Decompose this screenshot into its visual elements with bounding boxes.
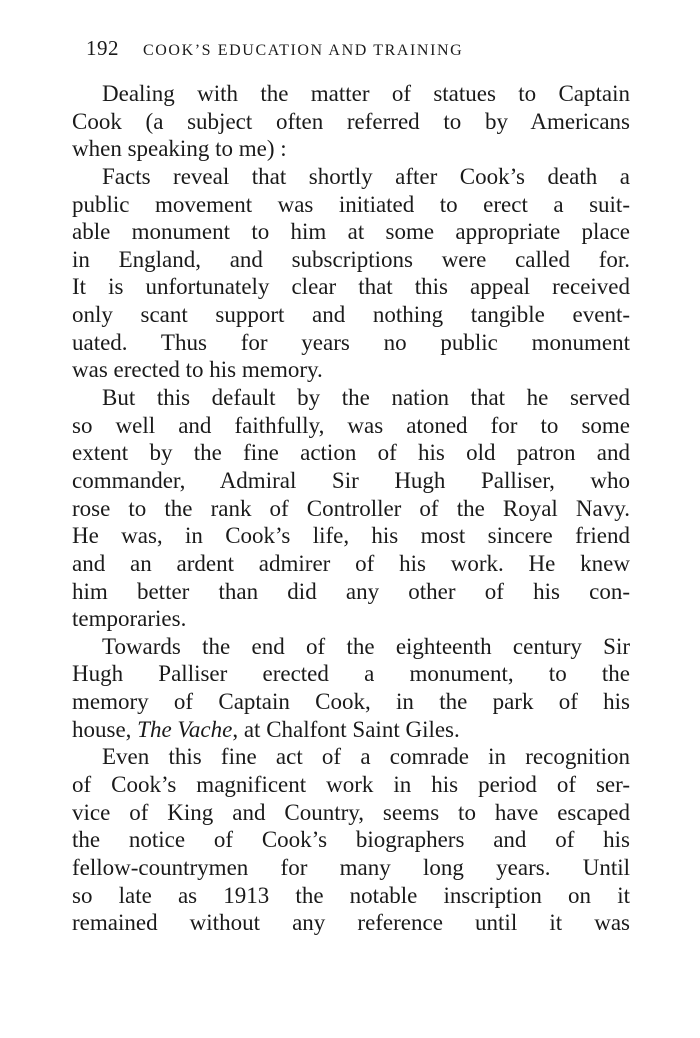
running-title: COOK’S EDUCATION AND TRAINING: [143, 42, 464, 59]
italic-house-name: The Vache: [137, 716, 233, 742]
text-line: temporaries.: [72, 606, 187, 632]
line-text: , at Chalfont Saint Giles.: [232, 716, 460, 742]
text-line: vice of King and Country, seems to have escaped: [72, 799, 630, 825]
text-line: extent by the fine action of his old patron and: [72, 440, 630, 466]
text-line: able monument to him at some appropriate place: [72, 219, 630, 245]
text-line: Cook (a subject often referred to by Americans: [72, 108, 630, 134]
text-line: [72, 716, 630, 744]
text-line: so late as 1913 the notable inscription on it: [72, 882, 630, 908]
text-line: and an ardent admirer of his work. He knew: [72, 550, 630, 576]
text-line: It is unfortunately clear that this appeal received: [72, 274, 630, 300]
body-text: [72, 80, 630, 937]
text-line: him better than did any other of his con-: [72, 578, 630, 604]
text-line: in England, and subscriptions were called for.: [72, 246, 630, 272]
text-line: Even this fine act of a comrade in recognition: [102, 744, 630, 770]
text-line: public movement was initiated to erect a suit-: [72, 191, 630, 217]
text-line: was erected to his memory.: [72, 357, 323, 383]
text-line: the notice of Cook’s biographers and of his: [72, 827, 630, 853]
page-number: 192: [86, 36, 119, 60]
text-line: But this default by the nation that he served: [102, 385, 630, 411]
text-line: Dealing with the matter of statues to Captain: [102, 81, 630, 106]
text-line: He was, in Cook’s life, his most sincere friend: [72, 523, 630, 549]
text-line: fellow-countrymen for many long years. Until: [72, 854, 630, 880]
text-line: memory of Captain Cook, in the park of his: [72, 689, 630, 715]
text-line: Facts reveal that shortly after Cook’s death a: [102, 163, 630, 189]
text-line: Towards the end of the eighteenth century Sir: [102, 633, 630, 659]
text-line: remained without any reference until it was: [72, 910, 630, 936]
line-text: house,: [72, 716, 138, 742]
text-line: so well and faithfully, was atoned for to some: [72, 412, 630, 438]
running-head: [86, 36, 646, 62]
text-line: when speaking to me) :: [72, 136, 287, 162]
text-line: Hugh Palliser erected a monument, to the: [72, 661, 630, 687]
text-line: only scant support and nothing tangible event-: [72, 302, 630, 328]
text-line: uated. Thus for years no public monument: [72, 329, 630, 355]
text-line: of Cook’s magnificent work in his period of ser-: [72, 772, 630, 798]
text-line: rose to the rank of Controller of the Royal Navy.: [72, 495, 630, 521]
text-line: commander, Admiral Sir Hugh Palliser, who: [72, 467, 630, 493]
